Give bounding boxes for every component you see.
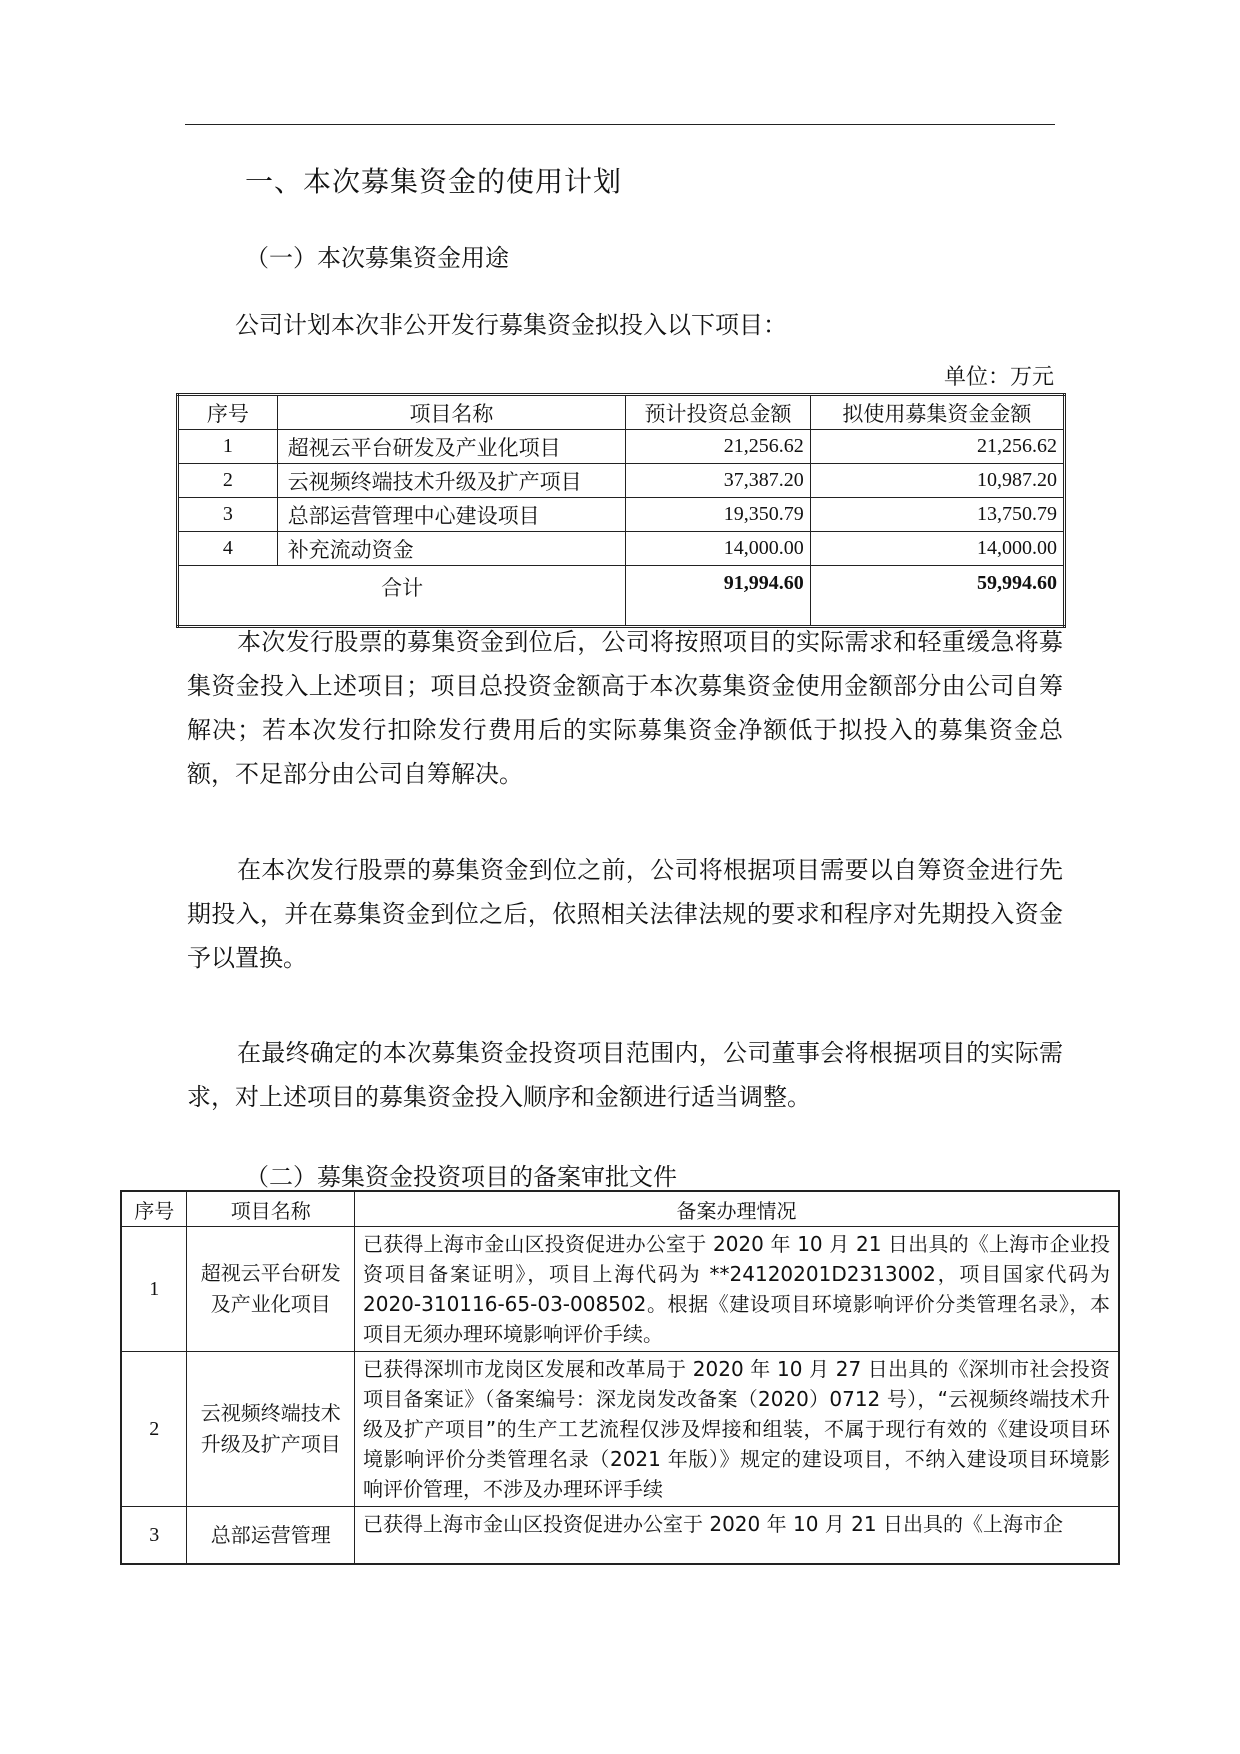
row-name: 补充流动资金	[277, 532, 626, 566]
col-header-desc: 备案办理情况	[355, 1191, 1120, 1227]
table-row	[178, 464, 1065, 498]
row-no: 1	[178, 430, 278, 464]
table-total-row	[178, 566, 1065, 627]
row-total: 21,256.62	[626, 430, 811, 464]
row-no: 2	[178, 464, 278, 498]
col-header-total: 预计投资总金额	[626, 395, 811, 430]
table-row	[121, 1352, 1119, 1507]
row-raised: 14,000.00	[810, 532, 1064, 566]
total-raised: 59,994.60	[810, 566, 1064, 627]
row-name: 总部运营管理中心建设项目	[277, 498, 626, 532]
col-header-no: 序号	[178, 395, 278, 430]
table-header-row	[178, 395, 1065, 430]
row-no: 3	[121, 1507, 187, 1565]
row-name: 超视云平台研发及产业化项目	[277, 430, 626, 464]
table-header-row	[121, 1191, 1119, 1227]
paragraph-2: 在本次发行股票的募集资金到位之前，公司将根据项目需要以自筹资金进行先期投入，并在募集资金到位之后，依照相关法律法规的要求和程序对先期投入资金予以置换。	[187, 856, 1063, 972]
row-name: 云视频终端技术升级及扩产项目	[277, 464, 626, 498]
col-header-no: 序号	[121, 1191, 187, 1227]
section-title: 一、本次募集资金的使用计划	[245, 165, 623, 198]
row-name: 超视云平台研发及产业化项目	[187, 1227, 355, 1352]
row-no: 1	[121, 1227, 187, 1352]
intro-text: 公司计划本次非公开发行募集资金拟投入以下项目：	[235, 311, 787, 339]
subsection-title-2: （二）募集资金投资项目的备案审批文件	[245, 1163, 677, 1191]
header-rule	[185, 124, 1055, 125]
total-label: 合计	[178, 566, 626, 627]
paragraph-1: 本次发行股票的募集资金到位后，公司将按照项目的实际需求和轻重缓急将募集资金投入上述项目；项目总投资金额高于本次募集资金使用金额部分由公司自筹解决；若本次发行扣除发行费用后的实际募集资金净额低于拟投入的募集资金总额，不足部分由公司自筹解决。	[187, 628, 1063, 788]
table-row	[121, 1227, 1119, 1352]
table-row	[178, 430, 1065, 464]
total-amount: 91,994.60	[626, 566, 811, 627]
row-name: 总部运营管理	[187, 1507, 355, 1565]
row-raised: 10,987.20	[810, 464, 1064, 498]
row-desc: 已获得上海市金山区投资促进办公室于 2020 年 10 月 21 日出具的《上海市企业投资项目备案证明》，项目上海代码为 **24120201D2313002，项目国家代码为 2020-310116-65-03-008502。根据《建设项目环境影响评价分类管理名录》，本项目无须办理环境影响评价手续。	[355, 1227, 1120, 1352]
table-row	[178, 498, 1065, 532]
col-header-raised: 拟使用募集资金金额	[810, 395, 1064, 430]
row-no: 3	[178, 498, 278, 532]
row-no: 2	[121, 1352, 187, 1507]
row-name: 云视频终端技术升级及扩产项目	[187, 1352, 355, 1507]
row-total: 37,387.20	[626, 464, 811, 498]
row-raised: 21,256.62	[810, 430, 1064, 464]
table-row	[178, 532, 1065, 566]
paragraph-3: 在最终确定的本次募集资金投资项目范围内，公司董事会将根据项目的实际需求，对上述项目的募集资金投入顺序和金额进行适当调整。	[187, 1039, 1063, 1111]
row-desc: 已获得深圳市龙岗区发展和改革局于 2020 年 10 月 27 日出具的《深圳市社会投资项目备案证》（备案编号：深龙岗发改备案（2020）0712 号），“云视频终端技术升级及扩产项目”的生产工艺流程仅涉及焊接和组装，不属于现行有效的《建设项目环境影响评价分类管理名录（2021 年版）》规定的建设项目，不纳入建设项目环境影响评价管理，不涉及办理环评手续	[355, 1352, 1120, 1507]
unit-label: 单位：万元	[943, 365, 1054, 390]
table-row	[121, 1507, 1119, 1565]
subsection-title-1: （一）本次募集资金用途	[245, 244, 509, 272]
row-raised: 13,750.79	[810, 498, 1064, 532]
row-total: 14,000.00	[626, 532, 811, 566]
filing-approval-table	[120, 1190, 1120, 1565]
row-desc: 已获得上海市金山区投资促进办公室于 2020 年 10 月 21 日出具的《上海市企	[355, 1507, 1120, 1565]
col-header-name: 项目名称	[187, 1191, 355, 1227]
row-total: 19,350.79	[626, 498, 811, 532]
col-header-name: 项目名称	[277, 395, 626, 430]
fund-usage-table	[176, 393, 1066, 628]
row-no: 4	[178, 532, 278, 566]
